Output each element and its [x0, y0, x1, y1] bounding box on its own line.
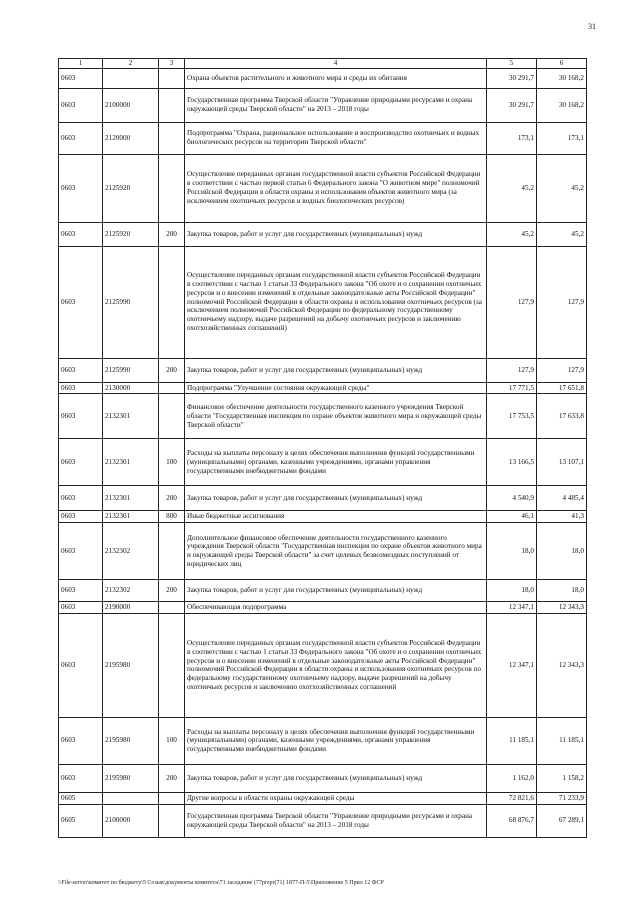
expense-type-cell: 200: [159, 486, 185, 511]
table-row: [59, 486, 587, 511]
expense-type-cell: [159, 602, 185, 614]
amount-2014-cell: 46,1: [487, 511, 537, 523]
expense-type-cell: 100: [159, 439, 185, 486]
target-article-cell: 2132302: [103, 523, 159, 580]
section-code-cell: 0603: [59, 764, 103, 792]
target-article-cell: 2132301: [103, 439, 159, 486]
description-cell: Закупка товаров, работ и услуг для государственных (муниципальных) нужд: [185, 222, 487, 246]
amount-2015-cell: 173,1: [537, 122, 587, 154]
section-code-cell: 0603: [59, 246, 103, 358]
description-cell: Дополнительное финансовое обеспечение деятельности государственного казенного учреждения Тверской области "Государственная инспекция по охране объектов животного мира и окружающей среды Тверской области" за счет целевых безвозмездных поступлений от юридических лиц: [185, 523, 487, 580]
expense-type-cell: [159, 122, 185, 154]
section-code-cell: 0605: [59, 792, 103, 804]
expense-type-cell: 200: [159, 222, 185, 246]
amount-2014-cell: 13 166,5: [487, 439, 537, 486]
amount-2014-cell: 30 291,7: [487, 88, 537, 122]
section-code-cell: 0603: [59, 154, 103, 222]
amount-2014-cell: 173,1: [487, 122, 537, 154]
amount-2015-cell: 12 343,3: [537, 602, 587, 614]
amount-2014-cell: 18,0: [487, 580, 537, 602]
section-code-cell: 0603: [59, 68, 103, 88]
target-article-cell: 2125920: [103, 154, 159, 222]
section-code-cell: 0603: [59, 394, 103, 439]
table-row: [59, 804, 587, 837]
header-col-4: 4: [185, 59, 487, 69]
description-cell: Осуществление переданных органам государственной власти субъектов Российской Федерации в соответствии с частью первой статьи 6 Федерального закона "О животном мире" полномочий Российской Федерации в области охраны и использования объектов животного мира (за исключением охотничьих ресурсов и водных биологических ресурсов): [185, 154, 487, 222]
section-code-cell: 0603: [59, 88, 103, 122]
target-article-cell: 2132301: [103, 394, 159, 439]
amount-2015-cell: 17 651,8: [537, 382, 587, 394]
section-code-cell: 0603: [59, 358, 103, 382]
table-row: [59, 154, 587, 222]
description-cell: Закупка товаров, работ и услуг для государственных (муниципальных) нужд: [185, 580, 487, 602]
expense-type-cell: 800: [159, 511, 185, 523]
amount-2015-cell: 13 107,1: [537, 439, 587, 486]
target-article-cell: 2125920: [103, 222, 159, 246]
header-col-3: 3: [159, 59, 185, 69]
description-cell: Государственная программа Тверской области "Управление природными ресурсами и охрана окружающей среды Тверской области" на 2013 – 2018 годы: [185, 804, 487, 837]
section-code-cell: 0605: [59, 804, 103, 837]
target-article-cell: 2120000: [103, 122, 159, 154]
table-row: [59, 602, 587, 614]
table-header: [59, 59, 587, 69]
target-article-cell: 2195980: [103, 613, 159, 717]
amount-2015-cell: 45,2: [537, 222, 587, 246]
description-cell: Осуществление переданных органам государственной власти субъектов Российской Федерации в соответствии с частью 1 статьи 33 Федерального закона "Об охоте и о сохранении охотничьих ресурсов и о внесении изменений в отдельные законодательные акты Российской Федерации" полномочий Российской Федерации в области охраны и использования охотничьих ресурсов по федеральному государственному охотничьему надзору, выдаче разрешений на добычу охотничьих ресурсов и заключению охотхозяйственных соглашений: [185, 613, 487, 717]
amount-2015-cell: 30 168,2: [537, 68, 587, 88]
table-row: [59, 792, 587, 804]
section-code-cell: 0603: [59, 382, 103, 394]
expense-type-cell: [159, 88, 185, 122]
amount-2015-cell: 127,9: [537, 246, 587, 358]
description-cell: Закупка товаров, работ и услуг для государственных (муниципальных) нужд: [185, 358, 487, 382]
amount-2015-cell: 45,2: [537, 154, 587, 222]
amount-2015-cell: 17 633,8: [537, 394, 587, 439]
footer-file-path: \\File-server\комитет по бюджету\5 Созыв\документы комитета\71 заседание (77przpr(71) 1877-П-5\Приложение 5 Прил 12 ФСР: [58, 880, 384, 886]
section-code-cell: 0603: [59, 602, 103, 614]
target-article-cell: 2100000: [103, 88, 159, 122]
table-row: [59, 88, 587, 122]
expense-type-cell: 100: [159, 717, 185, 764]
table-row: [59, 122, 587, 154]
description-cell: Государственная программа Тверской области "Управление природными ресурсами и охрана окружающей среды Тверской области" на 2013 – 2018 годы: [185, 88, 487, 122]
header-col-1: 1: [59, 59, 103, 69]
target-article-cell: 2195980: [103, 717, 159, 764]
amount-2015-cell: 18,0: [537, 523, 587, 580]
table-row: [59, 764, 587, 792]
amount-2014-cell: 4 540,9: [487, 486, 537, 511]
amount-2015-cell: 30 168,2: [537, 88, 587, 122]
description-cell: Осуществление переданных органам государственной власти субъектов Российской Федерации в соответствии с частью 1 статьи 33 Федерального закона "Об охоте и о сохранении охотничьих ресурсов и о внесении изменений в отдельные законодательные акты Российской Федерации" полномочий Российской Федерации в области охраны и использования охотничьих ресурсов (за исключением полномочий Российской Федерации по федеральному государственному охотничьему надзору, выдаче разрешений на добычу охотничьих ресурсов и заключению охотхозяйственных соглашений): [185, 246, 487, 358]
section-code-cell: 0603: [59, 439, 103, 486]
target-article-cell: 2132302: [103, 580, 159, 602]
target-article-cell: 2130000: [103, 382, 159, 394]
table-row: [59, 358, 587, 382]
description-cell: Подпрограмма "Охрана, рациональное использование и воспроизводство охотничьих и водных биологических ресурсов на территории Тверской области": [185, 122, 487, 154]
description-cell: Закупка товаров, работ и услуг для государственных (муниципальных) нужд: [185, 486, 487, 511]
table-row: [59, 613, 587, 717]
target-article-cell: 2132301: [103, 511, 159, 523]
section-code-cell: 0603: [59, 511, 103, 523]
expense-type-cell: [159, 154, 185, 222]
amount-2014-cell: 45,2: [487, 222, 537, 246]
amount-2014-cell: 127,9: [487, 246, 537, 358]
expense-type-cell: [159, 246, 185, 358]
target-article-cell: 2132301: [103, 486, 159, 511]
target-article-cell: 2195980: [103, 764, 159, 792]
target-article-cell: [103, 792, 159, 804]
header-col-6: 6: [537, 59, 587, 69]
table-row: [59, 439, 587, 486]
expense-type-cell: 200: [159, 358, 185, 382]
amount-2014-cell: 68 876,7: [487, 804, 537, 837]
page-number: 31: [588, 22, 596, 31]
target-article-cell: [103, 68, 159, 88]
header-col-2: 2: [103, 59, 159, 69]
description-cell: Обеспечивающая подпрограмма: [185, 602, 487, 614]
amount-2014-cell: 18,0: [487, 523, 537, 580]
header-row: [59, 59, 587, 69]
table-row: [59, 523, 587, 580]
expense-type-cell: [159, 382, 185, 394]
amount-2014-cell: 72 821,6: [487, 792, 537, 804]
amount-2015-cell: 71 233,9: [537, 792, 587, 804]
amount-2015-cell: 67 289,1: [537, 804, 587, 837]
section-code-cell: 0603: [59, 580, 103, 602]
amount-2015-cell: 1 158,2: [537, 764, 587, 792]
table-row: [59, 511, 587, 523]
amount-2014-cell: 30 291,7: [487, 68, 537, 88]
table-row: [59, 382, 587, 394]
table-row: [59, 68, 587, 88]
section-code-cell: 0603: [59, 222, 103, 246]
budget-table: [58, 58, 587, 838]
expense-type-cell: [159, 613, 185, 717]
target-article-cell: 2100000: [103, 804, 159, 837]
description-cell: Расходы на выплаты персоналу в целях обеспечения выполнения функций государственными (муниципальными) органами, казенными учреждениями, органами управления государственными внебюджетными фондами: [185, 717, 487, 764]
table-body: [59, 68, 587, 837]
section-code-cell: 0603: [59, 613, 103, 717]
description-cell: Финансовое обеспечение деятельности государственного казенного учреждения Тверской области "Государственная инспекция по охране объектов животного мира и окружающей среды Тверской области": [185, 394, 487, 439]
section-code-cell: 0603: [59, 122, 103, 154]
expense-type-cell: [159, 804, 185, 837]
amount-2014-cell: 17 753,5: [487, 394, 537, 439]
header-col-5: 5: [487, 59, 537, 69]
amount-2014-cell: 17 771,5: [487, 382, 537, 394]
description-cell: Охрана объектов растительного и животного мира и среды их обитания: [185, 68, 487, 88]
expense-type-cell: [159, 394, 185, 439]
section-code-cell: 0603: [59, 486, 103, 511]
expense-type-cell: [159, 792, 185, 804]
table-row: [59, 580, 587, 602]
section-code-cell: 0603: [59, 523, 103, 580]
description-cell: Другие вопросы в области охраны окружающей среды: [185, 792, 487, 804]
amount-2015-cell: 11 185,1: [537, 717, 587, 764]
amount-2015-cell: 41,3: [537, 511, 587, 523]
expense-type-cell: [159, 68, 185, 88]
expense-type-cell: [159, 523, 185, 580]
amount-2015-cell: 12 343,3: [537, 613, 587, 717]
description-cell: Подпрограмма "Улучшение состояния окружающей среды": [185, 382, 487, 394]
amount-2014-cell: 45,2: [487, 154, 537, 222]
amount-2015-cell: 4 485,4: [537, 486, 587, 511]
amount-2014-cell: 12 347,1: [487, 613, 537, 717]
amount-2014-cell: 12 347,1: [487, 602, 537, 614]
expense-type-cell: 200: [159, 764, 185, 792]
expense-type-cell: 200: [159, 580, 185, 602]
table-row: [59, 394, 587, 439]
table-row: [59, 246, 587, 358]
section-code-cell: 0603: [59, 717, 103, 764]
amount-2015-cell: 18,0: [537, 580, 587, 602]
description-cell: Расходы на выплаты персоналу в целях обеспечения выполнения функций государственными (муниципальными) органами, казенными учреждениями, органами управления государственными внебюджетными фондами: [185, 439, 487, 486]
table-row: [59, 717, 587, 764]
amount-2014-cell: 1 162,0: [487, 764, 537, 792]
target-article-cell: 2190000: [103, 602, 159, 614]
target-article-cell: 2125990: [103, 358, 159, 382]
description-cell: Иные бюджетные ассигнования: [185, 511, 487, 523]
amount-2014-cell: 11 185,1: [487, 717, 537, 764]
description-cell: Закупка товаров, работ и услуг для государственных (муниципальных) нужд: [185, 764, 487, 792]
table-row: [59, 222, 587, 246]
amount-2015-cell: 127,9: [537, 358, 587, 382]
amount-2014-cell: 127,9: [487, 358, 537, 382]
target-article-cell: 2125990: [103, 246, 159, 358]
